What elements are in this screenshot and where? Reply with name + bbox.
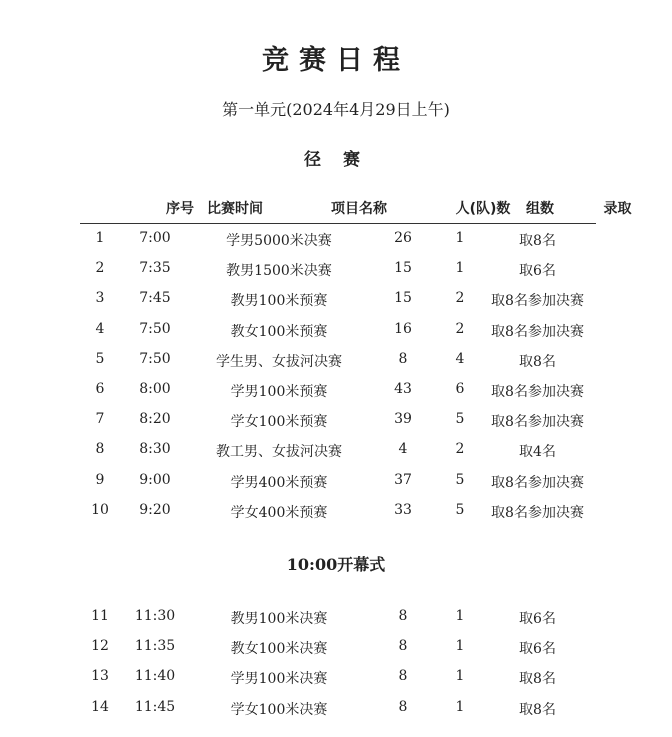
cell-count: 26 <box>394 230 412 246</box>
cell-event: 学男100米预赛 <box>230 384 328 400</box>
header-index: 序号 <box>166 201 194 217</box>
cell-count: 33 <box>394 501 412 518</box>
cell-groups: 1 <box>455 230 465 246</box>
cell-qualify: 取6名 <box>519 611 556 627</box>
cell-qualify: 取8名参加决赛 <box>491 414 584 431</box>
cell-groups: 1 <box>455 698 465 715</box>
cell-index: 11 <box>91 608 109 624</box>
cell-count: 37 <box>394 471 412 488</box>
cell-index: 1 <box>95 230 105 246</box>
cell-groups: 4 <box>455 350 465 367</box>
header-rule <box>80 223 596 224</box>
cell-index: 12 <box>91 638 109 655</box>
cell-index: 14 <box>91 698 109 715</box>
cell-index: 4 <box>95 320 105 337</box>
table-row <box>0 699 672 729</box>
cell-event: 学男400米预赛 <box>230 474 328 491</box>
cell-event: 学女100米预赛 <box>230 414 328 431</box>
cell-count: 8 <box>398 638 408 655</box>
cell-event: 学男100米决赛 <box>230 671 328 688</box>
cell-time: 8:00 <box>139 381 171 397</box>
cell-groups: 5 <box>455 411 465 428</box>
table-row <box>0 668 672 698</box>
cell-time: 11:40 <box>134 668 176 685</box>
cell-qualify: 取8名 <box>519 701 556 718</box>
cell-event: 学生男、女拔河决赛 <box>216 353 342 370</box>
table-row <box>0 260 672 290</box>
cell-groups: 1 <box>455 668 465 685</box>
table-row <box>0 608 672 638</box>
cell-index: 7 <box>95 411 105 428</box>
table-row <box>0 230 672 260</box>
page-title: 竞赛日程 <box>262 45 410 76</box>
table-row <box>0 351 672 381</box>
cell-index: 3 <box>95 290 105 307</box>
cell-count: 15 <box>394 260 412 277</box>
cell-groups: 6 <box>455 381 465 397</box>
cell-groups: 1 <box>455 608 465 624</box>
header-qualify: 录取 <box>603 201 632 217</box>
cell-index: 5 <box>95 350 105 367</box>
cell-time: 8:20 <box>139 411 171 428</box>
cell-count: 16 <box>394 320 412 337</box>
cell-event: 学女100米决赛 <box>230 701 328 718</box>
cell-groups: 1 <box>455 260 465 277</box>
cell-event: 教男1500米决赛 <box>226 263 332 280</box>
cell-event: 教工男、女拔河决赛 <box>216 444 342 461</box>
cell-event: 教男100米预赛 <box>230 293 328 310</box>
table-row <box>0 411 672 441</box>
cell-event: 教女100米预赛 <box>230 323 328 340</box>
cell-count: 39 <box>394 411 412 428</box>
table-row <box>0 321 672 351</box>
cell-count: 43 <box>394 381 412 397</box>
cell-index: 13 <box>91 668 109 685</box>
cell-time: 11:30 <box>134 608 176 624</box>
header-groups: 组数 <box>526 201 554 217</box>
cell-time: 11:35 <box>134 638 176 655</box>
cell-qualify: 取8名 <box>519 353 556 370</box>
cell-qualify: 取6名 <box>519 263 556 280</box>
cell-groups: 2 <box>455 320 465 337</box>
cell-index: 10 <box>91 501 109 518</box>
cell-event: 学女400米预赛 <box>230 504 328 521</box>
header-event: 项目名称 <box>331 201 387 217</box>
cell-index: 6 <box>95 381 105 397</box>
cell-index: 9 <box>95 471 105 488</box>
cell-index: 2 <box>95 260 105 277</box>
cell-time: 7:00 <box>139 230 171 246</box>
cell-time: 7:50 <box>139 350 171 367</box>
header-count: 人(队)数 <box>455 201 511 217</box>
cell-time: 9:00 <box>139 471 171 488</box>
cell-qualify: 取8名参加决赛 <box>491 474 584 491</box>
header-time: 比赛时间 <box>207 201 263 217</box>
cell-time: 11:45 <box>134 698 176 715</box>
cell-count: 8 <box>398 608 408 624</box>
cell-groups: 5 <box>455 501 465 518</box>
cell-time: 7:50 <box>139 320 171 337</box>
cell-index: 8 <box>95 441 105 458</box>
cell-count: 8 <box>398 668 408 685</box>
cell-count: 15 <box>394 290 412 307</box>
cell-qualify: 取4名 <box>519 444 556 461</box>
cell-time: 9:20 <box>139 501 171 518</box>
cell-qualify: 取8名参加决赛 <box>491 293 584 310</box>
cell-event: 教女100米决赛 <box>230 641 328 658</box>
cell-time: 8:30 <box>139 441 171 458</box>
opening-ceremony: 10:00开幕式 <box>286 555 386 574</box>
table-header <box>80 198 632 222</box>
table-row <box>0 502 672 532</box>
cell-event: 教男100米决赛 <box>230 611 328 627</box>
cell-time: 7:45 <box>139 290 171 307</box>
cell-time: 7:35 <box>139 260 171 277</box>
cell-count: 8 <box>398 698 408 715</box>
cell-count: 8 <box>398 350 408 367</box>
cell-qualify: 取6名 <box>519 641 556 658</box>
cell-groups: 2 <box>455 441 465 458</box>
cell-groups: 1 <box>455 638 465 655</box>
cell-count: 4 <box>398 441 408 458</box>
table-row <box>0 638 672 668</box>
cell-groups: 5 <box>455 471 465 488</box>
table-row <box>0 472 672 502</box>
cell-qualify: 取8名参加决赛 <box>491 504 584 521</box>
section-heading: 径 赛 <box>304 150 368 170</box>
cell-qualify: 取8名 <box>519 233 556 249</box>
cell-event: 学男5000米决赛 <box>226 233 332 249</box>
cell-qualify: 取8名参加决赛 <box>491 323 584 340</box>
cell-qualify: 取8名 <box>519 671 556 688</box>
session-subtitle: 第一单元(2024年4月29日上午) <box>222 100 450 119</box>
table-row <box>0 441 672 471</box>
cell-groups: 2 <box>455 290 465 307</box>
table-row <box>0 381 672 411</box>
table-row <box>0 290 672 320</box>
cell-qualify: 取8名参加决赛 <box>491 384 584 400</box>
